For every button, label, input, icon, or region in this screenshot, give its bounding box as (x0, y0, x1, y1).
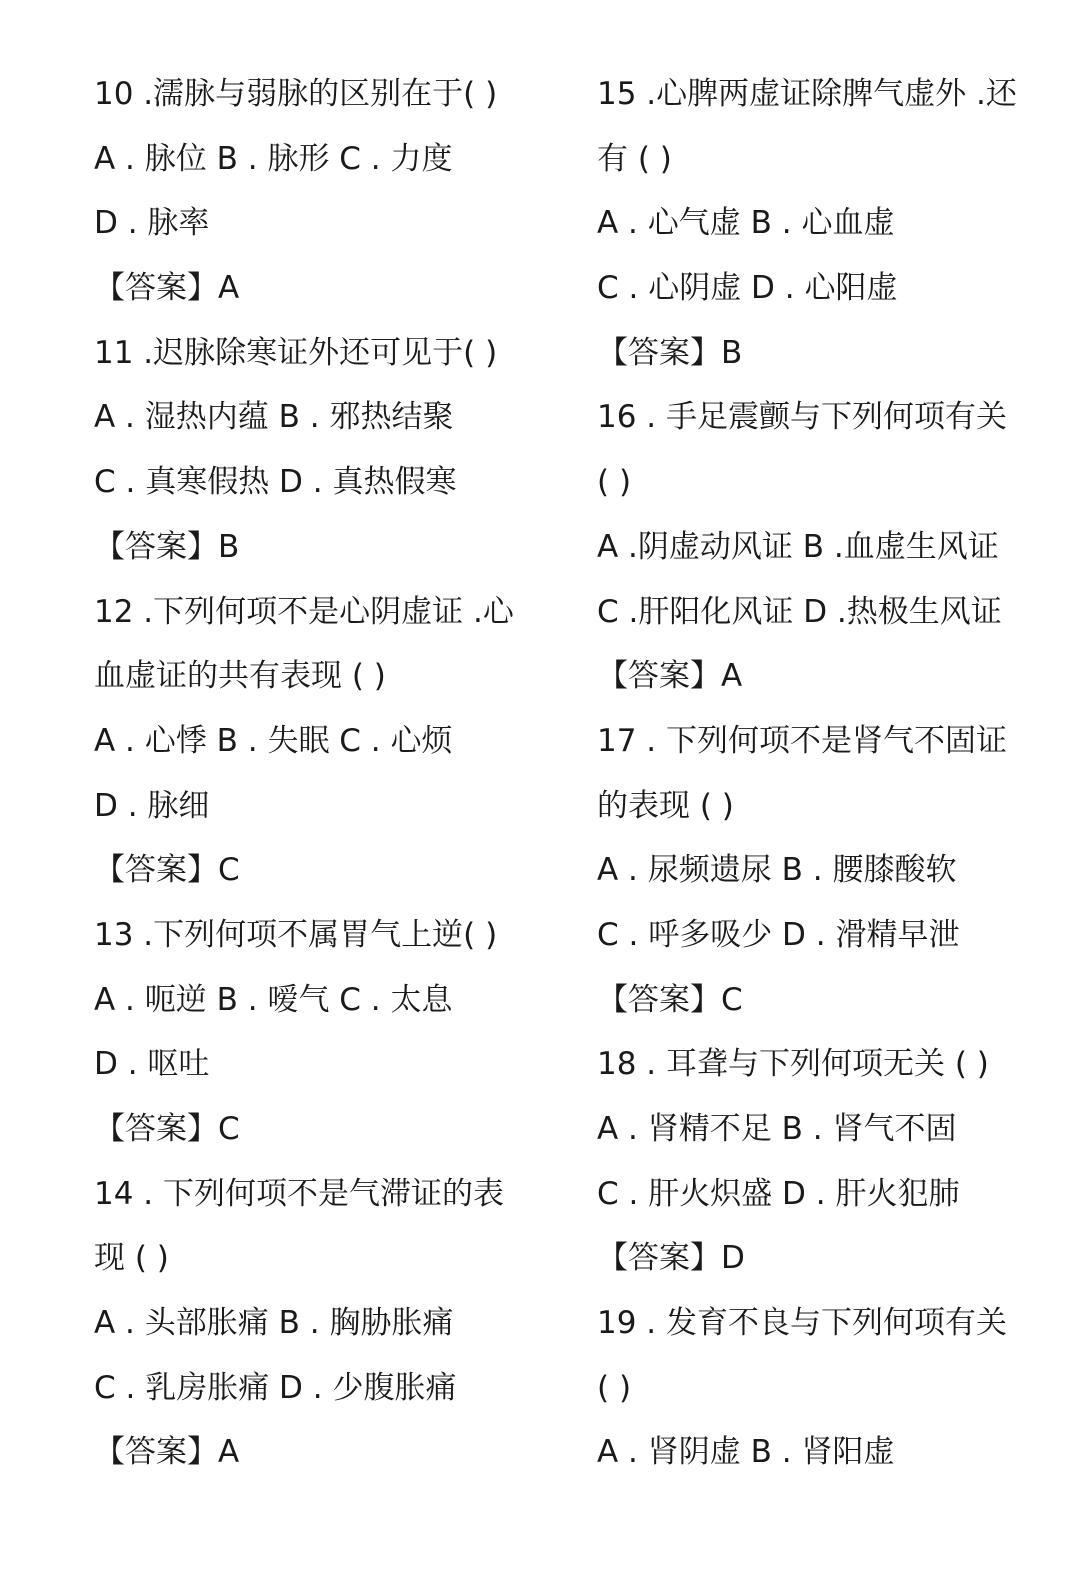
text-line: 13 .下列何项不属胃气上逆( ) (94, 916, 498, 953)
text-line: 12 .下列何项不是心阴虚证 .心 (94, 593, 514, 630)
text-line: 血虚证的共有表现 ( ) (94, 658, 386, 695)
text-line: A . 尿频遗尿 B . 腰膝酸软 (597, 852, 957, 889)
text-line: A . 肾阴虚 B . 肾阳虚 (597, 1434, 895, 1471)
text-line: A . 脉位 B . 脉形 C . 力度 (94, 140, 453, 177)
text-line: 【答案】B (597, 334, 743, 371)
text-line: ( ) (597, 1369, 632, 1406)
text-line: 10 .濡脉与弱脉的区别在于( ) (94, 76, 498, 112)
text-line: 【答案】A (94, 1434, 240, 1471)
text-line: C . 呼多吸少 D . 滑精早泄 (597, 916, 960, 953)
text-line: 【答案】A (94, 270, 240, 307)
text-line: C . 心阴虚 D . 心阳虚 (597, 270, 898, 307)
text-line: 【答案】B (94, 528, 240, 565)
text-line: 的表现 ( ) (597, 787, 734, 824)
text-line: C . 真寒假热 D . 真热假寒 (94, 464, 457, 501)
text-line: 现 ( ) (94, 1240, 169, 1277)
text-line: 【答案】C (597, 981, 743, 1018)
text-line: 【答案】A (597, 658, 743, 695)
text-line: 【答案】C (94, 1111, 240, 1147)
text-line: C .肝阳化风证 D .热极生风证 (597, 593, 1002, 630)
right-column (597, 62, 1057, 1485)
text-line: D . 脉细 (94, 787, 210, 824)
text-line: ( ) (597, 464, 632, 501)
text-line: 17 . 下列何项不是肾气不固证 (597, 722, 1008, 759)
text-line: D . 脉率 (94, 205, 210, 242)
text-line: 【答案】D (597, 1240, 745, 1277)
text-line: C . 肝火炽盛 D . 肝火犯肺 (597, 1175, 960, 1212)
text-line: 16 . 手足震颤与下列何项有关 (597, 399, 1008, 436)
left-column (94, 62, 554, 1485)
text-line: A .阴虚动风证 B .血虚生风证 (597, 528, 999, 565)
text-line: 有 ( ) (597, 140, 672, 177)
text-line: A . 湿热内蕴 B . 邪热结聚 (94, 399, 454, 436)
text-line: 18 . 耳聋与下列何项无关 ( ) (597, 1046, 989, 1083)
text-line: 【答案】C (94, 852, 240, 889)
text-line: A . 肾精不足 B . 肾气不固 (597, 1111, 957, 1147)
text-line: 19 . 发育不良与下列何项有关 (597, 1305, 1008, 1342)
text-line: 15 .心脾两虚证除脾气虚外 .还 (597, 76, 1017, 112)
text-line: A . 心气虚 B . 心血虚 (597, 205, 895, 242)
text-line: 14 . 下列何项不是气滞证的表 (94, 1175, 505, 1212)
text-line: A . 头部胀痛 B . 胸胁胀痛 (94, 1305, 454, 1342)
text-line: A . 心悸 B . 失眠 C . 心烦 (94, 722, 453, 759)
text-line: C . 乳房胀痛 D . 少腹胀痛 (94, 1369, 457, 1406)
text-line: D . 呕吐 (94, 1046, 210, 1083)
text-line: 11 .迟脉除寒证外还可见于( ) (94, 334, 498, 371)
text-line: A . 呃逆 B . 嗳气 C . 太息 (94, 981, 453, 1018)
